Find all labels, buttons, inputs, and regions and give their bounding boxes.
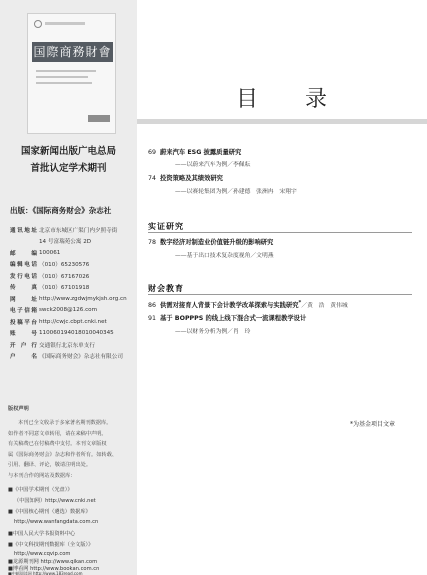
info-row [10, 270, 134, 282]
info-row [10, 247, 134, 259]
info-row [10, 236, 134, 248]
info-value: http://cwjc.cbpt.cnki.net [39, 318, 107, 325]
cover-decor-line [36, 70, 96, 72]
info-value: 110060194018010040345 [39, 330, 114, 337]
info-value: 100061 [39, 249, 61, 256]
info-row [10, 316, 134, 328]
section-divider [148, 294, 412, 295]
info-label: 网 址 [10, 296, 37, 303]
info-value: 《国际商务财会》杂志社有限公司 [39, 354, 123, 361]
toc-entry-text: 投资策略及其绩效研究 [160, 175, 223, 182]
index-line: ■龙源期刊网 http://www.qikan.com [8, 559, 98, 565]
toc-entry-text: 基于 BOPPPS 的线上线下混合式一流课程教学设计 [160, 315, 307, 322]
info-label: 投稿平台 [10, 319, 37, 326]
cover-decor-line [36, 82, 92, 84]
copyright-line: 属《国际商务财会》杂志和作者所有。如转载、 [8, 451, 117, 458]
info-row [10, 351, 134, 363]
toc-entry-author: ——基于出口技术复杂度视角／文明燕 [175, 253, 274, 259]
fund-star: * [298, 300, 302, 306]
toc-entry-author: ——以财务分析为例／肖 玲 [175, 329, 251, 335]
index-line: ■《中国学术期刊（光盘）》 [8, 487, 73, 493]
index-line: ■《中国核心期刊（遴选）数据库》 [8, 509, 91, 515]
info-value: http://www.zgdwjmykjsh.org.cn [39, 295, 127, 302]
title-divider [137, 119, 427, 124]
toc-entry-page: 91 [148, 315, 157, 322]
info-value: 北京市东城区广渠门内夕照寺街 [39, 227, 118, 234]
info-label: 邮 编 [10, 250, 37, 257]
info-row [10, 305, 134, 317]
section-heading: 财会教育 [148, 283, 184, 293]
toc-entry-author: ——以蔚来汽车为例／李佩耘 [175, 162, 251, 168]
info-value: swck2008@126.com [39, 307, 98, 314]
info-value: （010）67101918 [39, 285, 90, 292]
index-line: （中国知网）http://www.cnki.net [14, 498, 96, 504]
copyright-notice [8, 405, 132, 481]
info-row [10, 282, 134, 294]
info-value: （010）67167026 [39, 273, 90, 280]
copyright-title: 版权声明 [8, 406, 29, 412]
index-line: ■《中文科技期刊数据库（全文版）》 [8, 542, 94, 548]
info-label: 户 名 [10, 354, 37, 361]
copyright-line: 有关稿费已在付稿费中支付。本刊文章版权 [8, 441, 107, 447]
copyright-line: 如作者不同意文章转用，请在来稿中声明。 [8, 430, 107, 437]
index-line: http://www.cqvip.com [14, 551, 71, 557]
sidebar-panel [0, 0, 137, 575]
toc-entry-text: 供需对接育人背景下会计教学改革探索与实践研究 [160, 302, 299, 310]
toc-entry-author: ——以赛轮集团为例／孙建德 张洲冉 宋翔宇 [175, 189, 297, 195]
copyright-line: 本刊已全文收录于多家著名期刊数据库。 [18, 420, 112, 426]
cover-masthead: 国際商務財會 [32, 42, 113, 62]
certification-line: 国家新闻出版广电总局 [20, 146, 116, 157]
info-value: （010）65230576 [39, 262, 90, 269]
index-line: ■中国人民大学书报资料中心 [8, 531, 76, 537]
info-row [10, 259, 134, 271]
info-label: 传 真 [10, 285, 37, 292]
page-title: 目 录 [236, 87, 347, 112]
contact-info [10, 224, 134, 362]
copyright-line: 引用、翻译、评论，敬请注明出处。 [8, 462, 92, 468]
info-label: 账 号 [10, 331, 37, 338]
toc-entry-title[interactable] [148, 147, 241, 156]
info-label: 编辑电话 [10, 262, 37, 269]
publisher: 出版：《国际商务财会》杂志社 [10, 206, 112, 215]
cover-decor-line [45, 22, 85, 25]
toc-entry-title[interactable] [148, 237, 273, 246]
toc-entry-text: 数字经济对制造业价值链升级的影响研究 [160, 239, 274, 246]
info-row [10, 339, 134, 351]
info-label: 开 户 行 [10, 342, 37, 349]
copyright-line: 与本刊合作的网站及数据库： [8, 472, 76, 479]
toc-entry-page: 78 [148, 239, 157, 246]
fund-note: *为基金项目文章 [350, 421, 396, 428]
index-line: ■中邮阅读网 http://www.183read.com [8, 571, 83, 575]
section-heading: 实证研究 [148, 221, 184, 231]
toc-entry-page: 86 [148, 302, 157, 310]
info-label: 电子信箱 [10, 308, 37, 315]
info-row [10, 328, 134, 340]
toc-entry-title[interactable] [148, 313, 306, 322]
certification-line: 首批认定学术期刊 [30, 163, 107, 174]
toc-entry-page: 74 [148, 175, 157, 182]
cover-decor-line [36, 76, 88, 78]
info-row [10, 293, 134, 305]
info-value: 14 号富瑞苑公寓 2D [39, 239, 92, 246]
toc-entry-text: 蔚来汽车 ESG 披露质量研究 [160, 149, 242, 156]
section-divider [148, 232, 412, 233]
info-row [10, 224, 134, 236]
toc-entry-author: ／黄 浩 黄伟城 [301, 303, 348, 310]
index-line: ■博看网 http://www.bookan.com.cn [8, 566, 100, 572]
seal-icon [34, 20, 42, 28]
info-value: 交通银行北京东单支行 [39, 342, 95, 349]
toc-entry-title[interactable] [148, 300, 348, 309]
cover-badge [88, 115, 110, 122]
toc-entry-title[interactable] [148, 173, 223, 182]
index-line: http://www.wanfangdata.com.cn [14, 519, 99, 525]
info-label: 通讯地址 [10, 227, 37, 234]
magazine-cover [27, 13, 116, 134]
toc-entry-page: 69 [148, 149, 157, 156]
info-label: 发行电话 [10, 273, 37, 280]
